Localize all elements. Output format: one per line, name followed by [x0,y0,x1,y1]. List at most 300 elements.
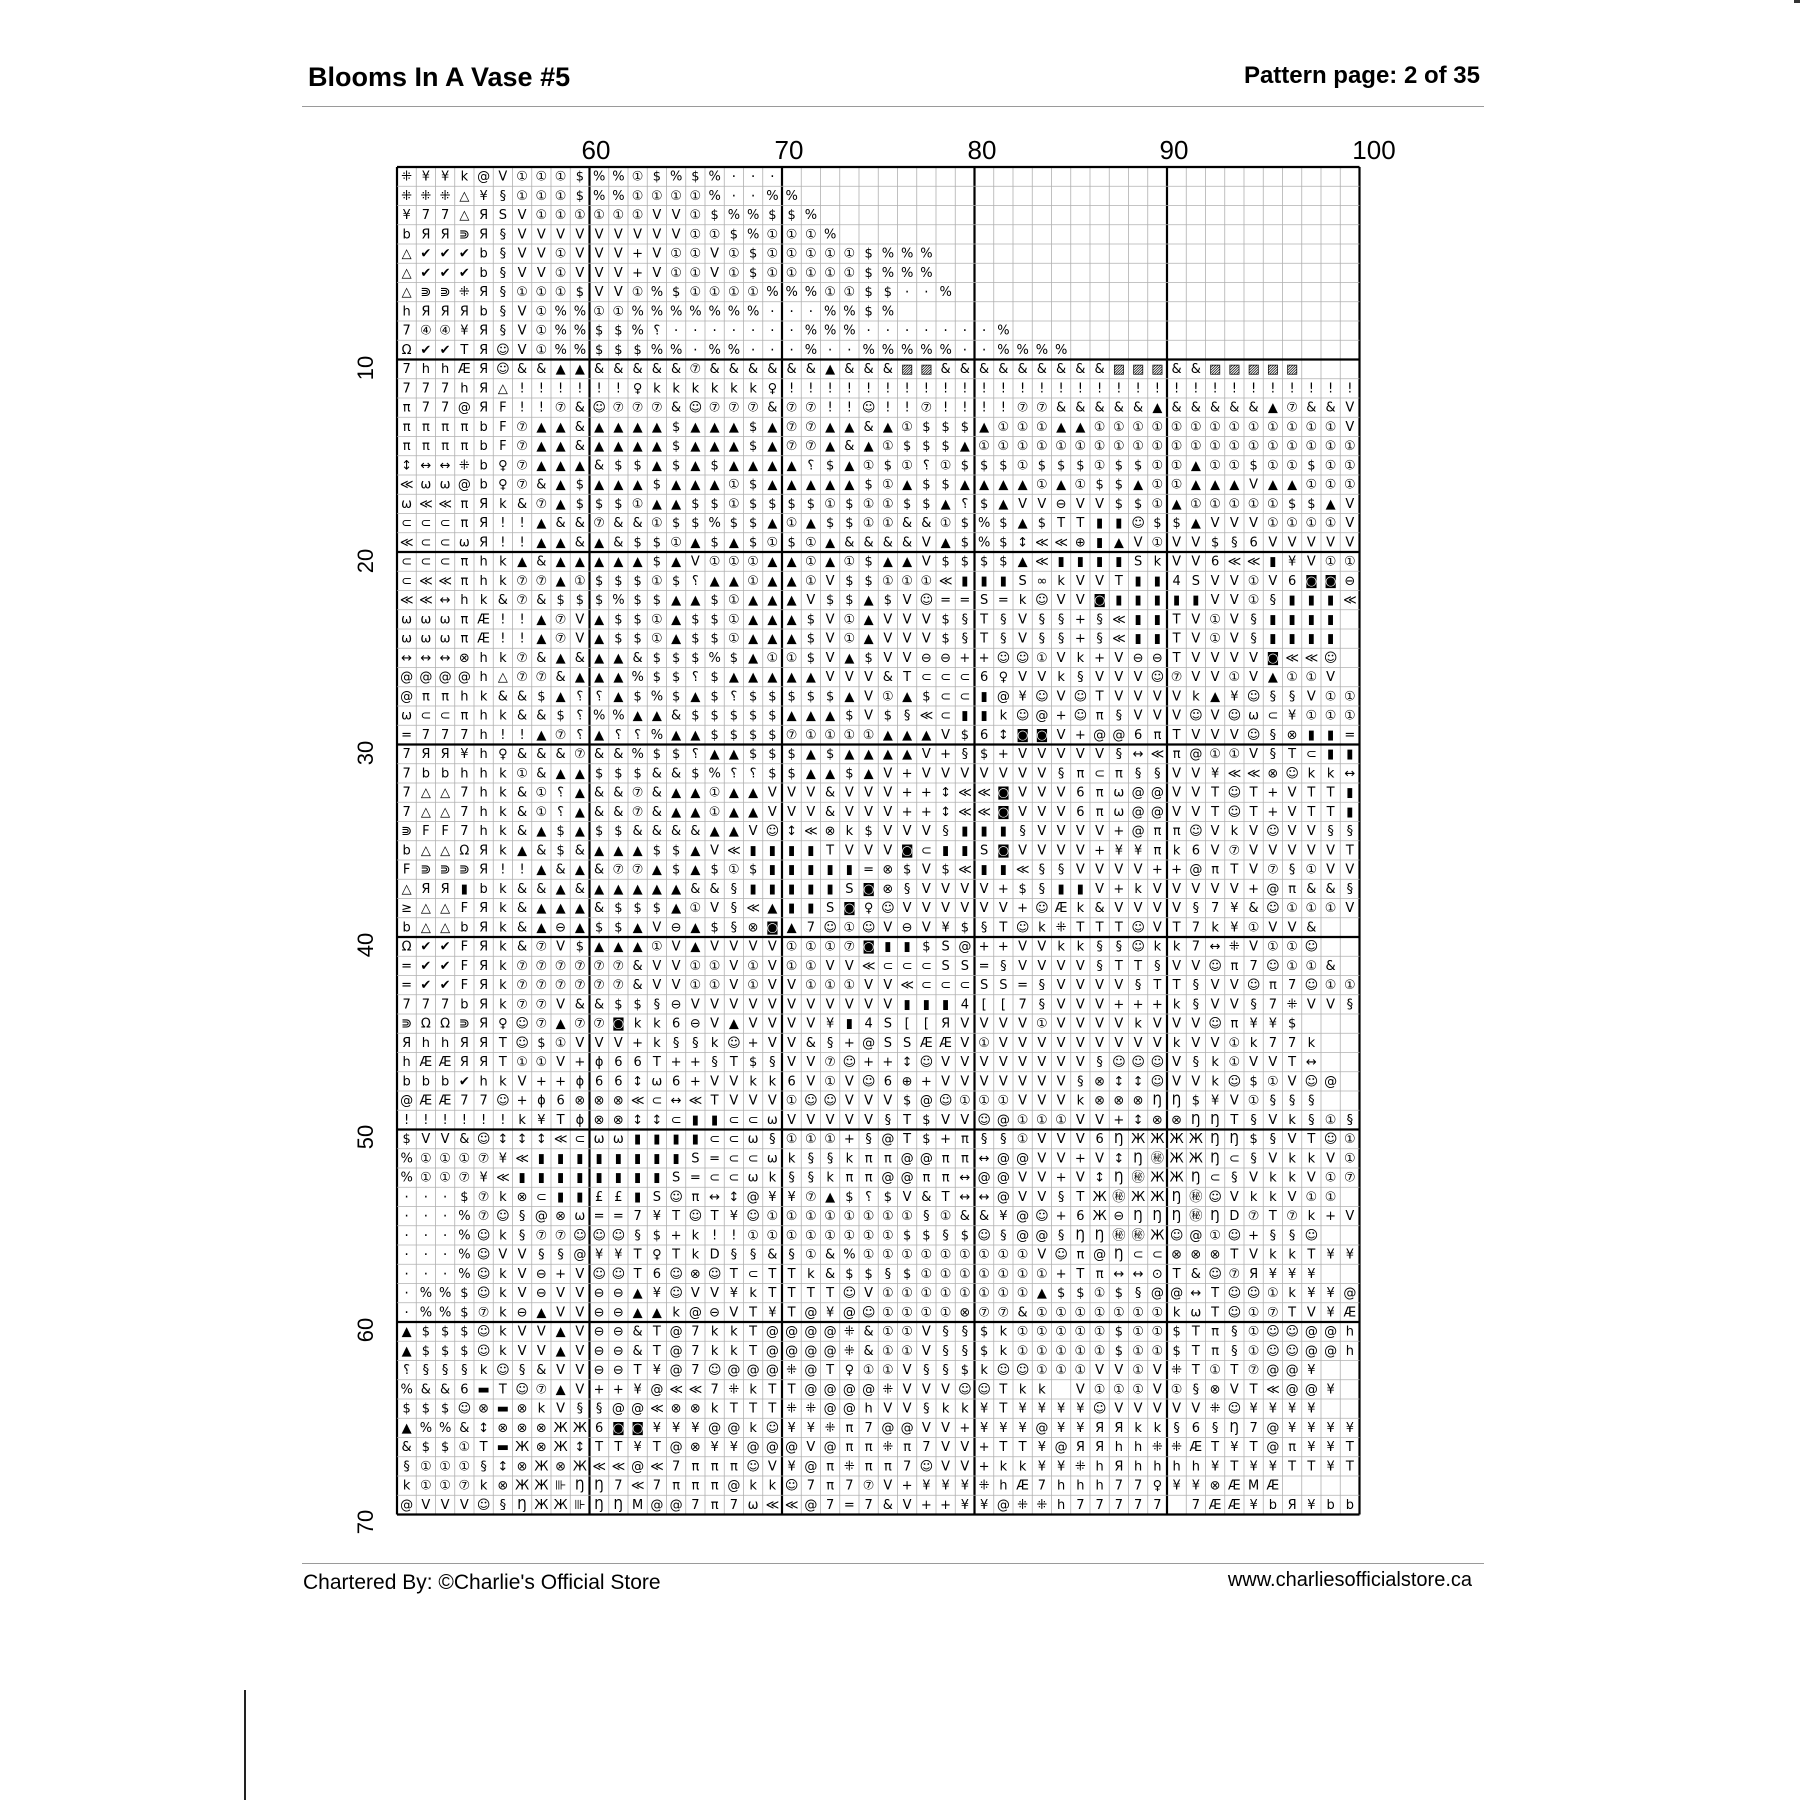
stitch-symbol: V [517,227,527,243]
stitch-symbol: ♀ [632,381,643,397]
stitch-symbol: & [671,824,682,840]
stitch-symbol: ! [1058,381,1064,397]
stitch-symbol: ① [1190,419,1202,435]
stitch-symbol: ▮ [576,1151,584,1167]
stitch-symbol: ⊗ [689,1266,701,1282]
stitch-symbol: Ж [534,1459,549,1475]
stitch-symbol: ① [670,246,682,262]
stitch-symbol: $ [710,920,719,936]
stitch-symbol: ▮ [961,573,969,589]
stitch-symbol: & [1113,400,1124,416]
stitch-symbol: ¥ [1056,1459,1066,1475]
stitch-symbol: h [402,1055,411,1071]
stitch-symbol: ! [1212,381,1218,397]
stitch-symbol: ≪ [784,1497,799,1513]
stitch-symbol: ▲ [690,939,701,955]
stitch-symbol: ♀ [998,670,1009,686]
stitch-symbol: ¥ [1018,689,1027,705]
stitch-symbol: ① [1151,439,1164,455]
stitch-symbol: k [499,650,507,666]
stitch-symbol: $ [652,747,662,763]
stitch-symbol: ① [554,246,567,262]
stitch-symbol: V [1191,1401,1201,1417]
stitch-symbol: V [998,901,1008,917]
stitch-symbol: ① [728,612,740,628]
stitch-symbol: § [1192,1055,1200,1071]
stitch-symbol: ≪ [419,573,433,589]
stitch-symbol: ⊗ [689,1401,701,1417]
stitch-symbol: 6 [1095,1132,1104,1148]
stitch-symbol: V [1075,843,1085,859]
stitch-symbol: ¥ [1210,1459,1220,1475]
stitch-symbol: 4 [960,997,970,1013]
stitch-symbol: T [941,1189,950,1205]
stitch-symbol: Æ [939,1035,952,1051]
stitch-symbol: $ [864,265,873,281]
stitch-symbol: & [825,785,836,801]
stitch-symbol: V [748,1016,758,1032]
stitch-symbol: % [977,535,991,551]
stitch-symbol: T [999,920,1008,936]
stitch-symbol: V [1191,631,1201,647]
stitch-symbol: ㊙ [1131,1228,1145,1244]
stitch-symbol: @ [1189,1228,1203,1244]
stitch-symbol: $ [883,458,893,474]
stitch-symbol: ▮ [903,939,911,955]
stitch-symbol: T [1134,958,1143,974]
stitch-symbol: ▲ [1017,554,1028,570]
pattern-grid-svg [395,165,1362,1517]
stitch-symbol: & [651,824,662,840]
stitch-symbol: ▲ [690,804,701,820]
stitch-symbol: h [441,1035,450,1051]
stitch-symbol: ⊗ [1209,1382,1221,1398]
stitch-symbol: ⑦ [1286,1209,1298,1225]
stitch-symbol: h [1076,1478,1085,1494]
stitch-symbol: ɸ [575,1112,585,1128]
stitch-symbol: ① [554,1035,567,1051]
stitch-symbol: T [768,1286,777,1302]
stitch-symbol: ① [824,265,836,281]
stitch-symbol: Ŋ [594,1497,604,1513]
stitch-symbol: V [902,1497,912,1513]
stitch-symbol: V [690,554,700,570]
stitch-symbol: ⊗ [555,1209,567,1225]
stitch-symbol: ① [785,958,798,974]
stitch-symbol: π [903,1440,912,1456]
stitch-symbol: % [727,342,741,358]
stitch-symbol: + [901,785,913,801]
stitch-symbol: ⑦ [458,1478,471,1494]
stitch-symbol: @ [823,1440,837,1456]
stitch-symbol: V [1056,785,1066,801]
stitch-symbol: V [787,997,797,1013]
stitch-symbol: · [943,323,948,340]
stitch-symbol: ① [1036,439,1048,455]
stitch-symbol: ☺ [688,400,703,416]
stitch-symbol: ▲ [651,496,662,512]
stitch-symbol: & [979,1209,990,1225]
stitch-symbol: % [554,342,567,358]
stitch-symbol: $ [748,862,758,878]
stitch-symbol: ◙ [1093,593,1106,609]
stitch-symbol: Ŋ [1133,1151,1143,1167]
stitch-symbol: [ [981,997,987,1013]
stitch-symbol: V [960,1459,970,1475]
stitch-symbol: § [1077,1074,1084,1090]
stitch-symbol: k [1153,939,1162,955]
stitch-symbol: @ [823,1382,837,1398]
stitch-symbol: @ [669,1497,683,1513]
stitch-symbol: ▲ [555,477,566,493]
stitch-symbol: § [1327,824,1334,840]
stitch-symbol: V [1191,650,1201,666]
stitch-symbol: V [575,246,585,262]
stitch-symbol: ① [728,246,740,262]
stitch-symbol: ① [1132,439,1144,455]
stitch-symbol: ① [978,1093,990,1109]
stitch-symbol: ☺ [1246,689,1261,705]
stitch-symbol: ▲ [767,573,778,589]
stitch-symbol: · [442,1227,448,1244]
stitch-symbol: ≪ [1343,593,1357,609]
stitch-symbol: h [1153,1459,1162,1475]
stitch-symbol: V [1075,747,1085,763]
stitch-symbol: 6 [979,670,989,686]
stitch-symbol: ¥ [1037,1440,1047,1456]
stitch-symbol: 7 [402,785,411,801]
stitch-symbol: @ [1035,1228,1049,1244]
stitch-symbol: b [1268,1497,1278,1513]
stitch-symbol: Я [459,304,469,320]
stitch-symbol: V [1229,997,1239,1013]
stitch-symbol: ¥ [941,920,950,936]
stitch-symbol: ¥ [479,1170,488,1186]
stitch-symbol: ☺ [1150,1055,1165,1071]
stitch-symbol: ① [689,958,702,974]
stitch-symbol: ▮ [768,881,776,897]
stitch-symbol: § [499,285,507,301]
stitch-symbol: ¥ [1326,1305,1335,1321]
stitch-symbol: V [1229,978,1239,994]
stitch-symbol: § [1057,1189,1065,1205]
stitch-symbol: ⊗ [497,1478,509,1494]
stitch-symbol: Ω [401,939,412,955]
stitch-symbol: ¥ [1249,1016,1258,1032]
stitch-symbol: k [499,766,507,782]
stitch-symbol: ▲ [613,554,624,570]
stitch-symbol: V [825,670,835,686]
stitch-symbol: ① [554,285,567,301]
stitch-symbol: $ [1249,1132,1258,1148]
stitch-symbol: $ [460,1305,469,1321]
stitch-symbol: ① [1324,1112,1337,1128]
stitch-symbol: ① [708,958,721,974]
stitch-symbol: V [517,1266,527,1282]
stitch-symbol: k [499,708,507,724]
stitch-symbol: Ŋ [1171,1189,1182,1205]
stitch-symbol: 7 [710,1382,719,1398]
stitch-symbol: V [1268,920,1278,936]
stitch-symbol: T [1191,1324,1200,1340]
stitch-symbol: ⊂ [401,554,413,570]
stitch-symbol: ⸮ [865,1189,873,1205]
stitch-symbol: ① [1016,1266,1029,1282]
stitch-symbol: ⊂ [920,843,932,859]
stitch-symbol: ⸮ [576,727,584,743]
stitch-symbol: T [999,1401,1008,1417]
stitch-symbol: V [1037,1132,1047,1148]
stitch-symbol: ▮ [595,1170,603,1186]
stitch-symbol: ① [1036,1016,1048,1032]
stitch-symbol: & [1306,400,1317,416]
stitch-symbol: ↕ [497,1459,509,1475]
stitch-symbol: + [1055,708,1067,724]
stitch-symbol: k [1288,1247,1296,1263]
stitch-symbol: V [1345,516,1355,532]
stitch-symbol: △ [440,785,451,801]
stitch-symbol: T [787,1286,796,1302]
stitch-symbol: h [1114,1440,1123,1456]
stitch-symbol: ⊖ [593,1363,605,1379]
stitch-symbol: Я [421,227,431,243]
stitch-symbol: ① [882,1247,894,1263]
stitch-symbol: $ [748,246,758,262]
stitch-symbol: 7 [691,1497,700,1513]
stitch-symbol: $ [556,843,565,859]
stitch-symbol: ① [516,188,528,204]
stitch-symbol: · [404,1208,409,1225]
stitch-symbol: ↕ [1094,1170,1106,1186]
stitch-symbol: 7 [652,1478,662,1494]
stitch-symbol: V [1268,1112,1278,1128]
stitch-symbol: @ [611,1401,625,1417]
stitch-symbol: @ [688,1305,702,1321]
stitch-symbol: $ [671,458,681,474]
stitch-symbol: ▮ [884,939,892,955]
stitch-symbol: § [961,747,969,763]
stitch-symbol: ① [747,1228,759,1244]
stitch-symbol: h [1134,1440,1143,1456]
stitch-symbol: ▲ [690,458,701,474]
stitch-symbol: ¥ [1230,1440,1239,1456]
stitch-symbol: V [921,881,931,897]
stitch-symbol: k [499,1324,507,1340]
stitch-symbol: ⊙ [1151,1266,1163,1282]
stitch-symbol: ☺ [1150,670,1165,686]
stitch-symbol: ▮ [749,843,757,859]
stitch-symbol: T [1288,1055,1297,1071]
stitch-symbol: & [1094,362,1105,378]
stitch-symbol: $ [575,477,585,493]
stitch-symbol: ! [1347,381,1353,397]
stitch-symbol: π [941,1170,950,1186]
stitch-symbol: & [536,650,547,666]
stitch-symbol: T [1307,804,1316,820]
stitch-symbol: ∞ [1036,573,1048,589]
stitch-symbol: Ж [553,1497,568,1513]
stitch-symbol: ① [862,516,875,532]
stitch-symbol: ! [962,381,968,397]
stitch-symbol: k [499,1305,507,1321]
stitch-symbol: § [769,1055,776,1071]
stitch-symbol: k [1172,1305,1181,1321]
stitch-symbol: ▲ [882,554,893,570]
stitch-symbol: $ [748,727,758,743]
stitch-symbol: ☺ [765,1420,780,1436]
stitch-symbol: ↕ [574,1440,586,1456]
stitch-symbol: ¥ [1210,766,1220,782]
stitch-symbol: = [612,1209,624,1225]
stitch-symbol: $ [825,516,835,532]
stitch-symbol: @ [631,1401,645,1417]
stitch-symbol: ! [538,381,544,397]
stitch-symbol: ⊗ [882,862,894,878]
stitch-symbol: ≪ [399,477,414,493]
stitch-symbol: T [672,1247,681,1263]
stitch-symbol: ⁜ [843,1343,855,1359]
stitch-symbol: Æ [1266,1478,1280,1494]
stitch-symbol: k [845,1151,854,1167]
stitch-symbol: V [1172,901,1182,917]
stitch-symbol: $ [902,439,912,455]
stitch-symbol: § [1154,958,1161,974]
stitch-symbol: § [1000,958,1007,974]
stitch-symbol: ↕ [497,1132,509,1148]
stitch-symbol: Я [459,1055,469,1071]
stitch-symbol: V [671,939,681,955]
stitch-symbol: ☺ [823,920,837,936]
stitch-symbol: V [1152,881,1162,897]
stitch-symbol: b [460,920,469,936]
stitch-symbol: ▮ [788,862,796,878]
stitch-symbol: Ŋ [1210,1151,1220,1167]
stitch-symbol: ☺ [1208,1266,1222,1282]
stitch-symbol: ▲ [1267,670,1278,686]
stitch-symbol: ☺ [1227,1074,1242,1090]
stitch-symbol: ▲ [825,708,836,724]
stitch-symbol: 7 [1076,1497,1085,1513]
stitch-symbol: T [768,1266,777,1282]
stitch-symbol: ☺ [1246,1286,1261,1302]
stitch-symbol: % [612,708,625,724]
stitch-symbol: ① [1324,708,1337,724]
stitch-symbol: + [863,1055,875,1071]
stitch-symbol: ☺ [476,1286,491,1302]
stitch-symbol: § [1269,593,1277,609]
stitch-symbol: + [901,1478,913,1494]
stitch-symbol: 7 [1095,1497,1104,1513]
stitch-symbol: k [1211,1074,1219,1090]
stitch-symbol: $ [710,862,719,878]
stitch-symbol: Æ [438,1055,452,1071]
stitch-symbol: & [594,362,605,378]
stitch-symbol: T [1249,804,1258,820]
stitch-symbol: Ŋ [1114,1132,1124,1148]
stitch-symbol: + [1248,1228,1260,1244]
stitch-symbol: T [652,1343,661,1359]
stitch-symbol: π [402,400,411,416]
stitch-symbol: & [594,901,605,917]
stitch-symbol: V [960,1074,970,1090]
stitch-symbol: ☺ [1054,1247,1068,1263]
stitch-symbol: Я [479,516,489,532]
stitch-symbol: ① [439,1478,451,1494]
stitch-symbol: & [536,766,547,782]
stitch-symbol: ⑦ [554,978,567,994]
stitch-symbol: V [1191,727,1201,743]
stitch-symbol: V [1210,824,1220,840]
stitch-symbol: ① [670,188,682,204]
stitch-symbol: % [804,285,818,301]
stitch-symbol: $ [748,535,758,551]
stitch-symbol: k [1269,1189,1277,1205]
stitch-symbol: ▲ [728,458,739,474]
stitch-symbol: ◙ [862,881,875,897]
stitch-symbol: ! [558,381,564,397]
stitch-symbol: V [941,1074,951,1090]
stitch-symbol: · [827,342,833,359]
stitch-symbol: $ [633,689,642,705]
stitch-symbol: k [1288,1112,1296,1128]
stitch-symbol: @ [1035,1420,1049,1436]
stitch-symbol: ↔ [439,650,451,666]
stitch-symbol: V [825,997,835,1013]
stitch-symbol: ⊂ [747,1151,759,1167]
stitch-symbol: V [1249,1247,1259,1263]
stitch-symbol: ω [420,631,432,647]
stitch-symbol: ① [939,458,952,474]
stitch-symbol: 7 [440,381,450,397]
stitch-symbol: V [921,824,931,840]
stitch-symbol: ☺ [592,1266,606,1282]
stitch-symbol: @ [1266,1440,1280,1456]
stitch-symbol: $ [941,554,950,570]
stitch-symbol: k [518,1112,526,1128]
stitch-symbol: Æ [1208,1497,1222,1513]
stitch-symbol: $ [825,689,835,705]
stitch-symbol: ▲ [574,785,585,801]
stitch-symbol: k [1230,824,1239,840]
stitch-symbol: ▮ [576,1170,584,1186]
stitch-symbol: + [920,785,932,801]
stitch-symbol: @ [996,1170,1010,1186]
stitch-symbol: ⊂ [959,978,971,994]
stitch-symbol: ☺ [1035,901,1049,917]
stitch-symbol: V [1056,958,1066,974]
stitch-symbol: ① [420,1151,432,1167]
stitch-symbol: V [1075,593,1085,609]
stitch-symbol: ① [959,1286,971,1302]
stitch-symbol: V [921,901,931,917]
stitch-symbol: Æ [1054,901,1068,917]
stitch-symbol: ㊙ [1112,1189,1126,1205]
stitch-symbol: $ [979,1343,989,1359]
stitch-symbol: T [1230,862,1239,878]
stitch-symbol: + [882,1055,894,1071]
stitch-symbol: $ [960,419,970,435]
stitch-symbol: ① [1247,496,1260,512]
stitch-symbol: ① [728,631,740,647]
stitch-symbol: ① [1190,439,1202,455]
stitch-symbol: V [787,1016,797,1032]
stitch-symbol: ⑦ [516,439,528,455]
stitch-symbol: ① [1247,1324,1260,1340]
stitch-symbol: V [1056,593,1066,609]
stitch-symbol: V [1152,1401,1162,1417]
stitch-symbol: T [1057,516,1066,532]
stitch-symbol: V [1018,939,1028,955]
